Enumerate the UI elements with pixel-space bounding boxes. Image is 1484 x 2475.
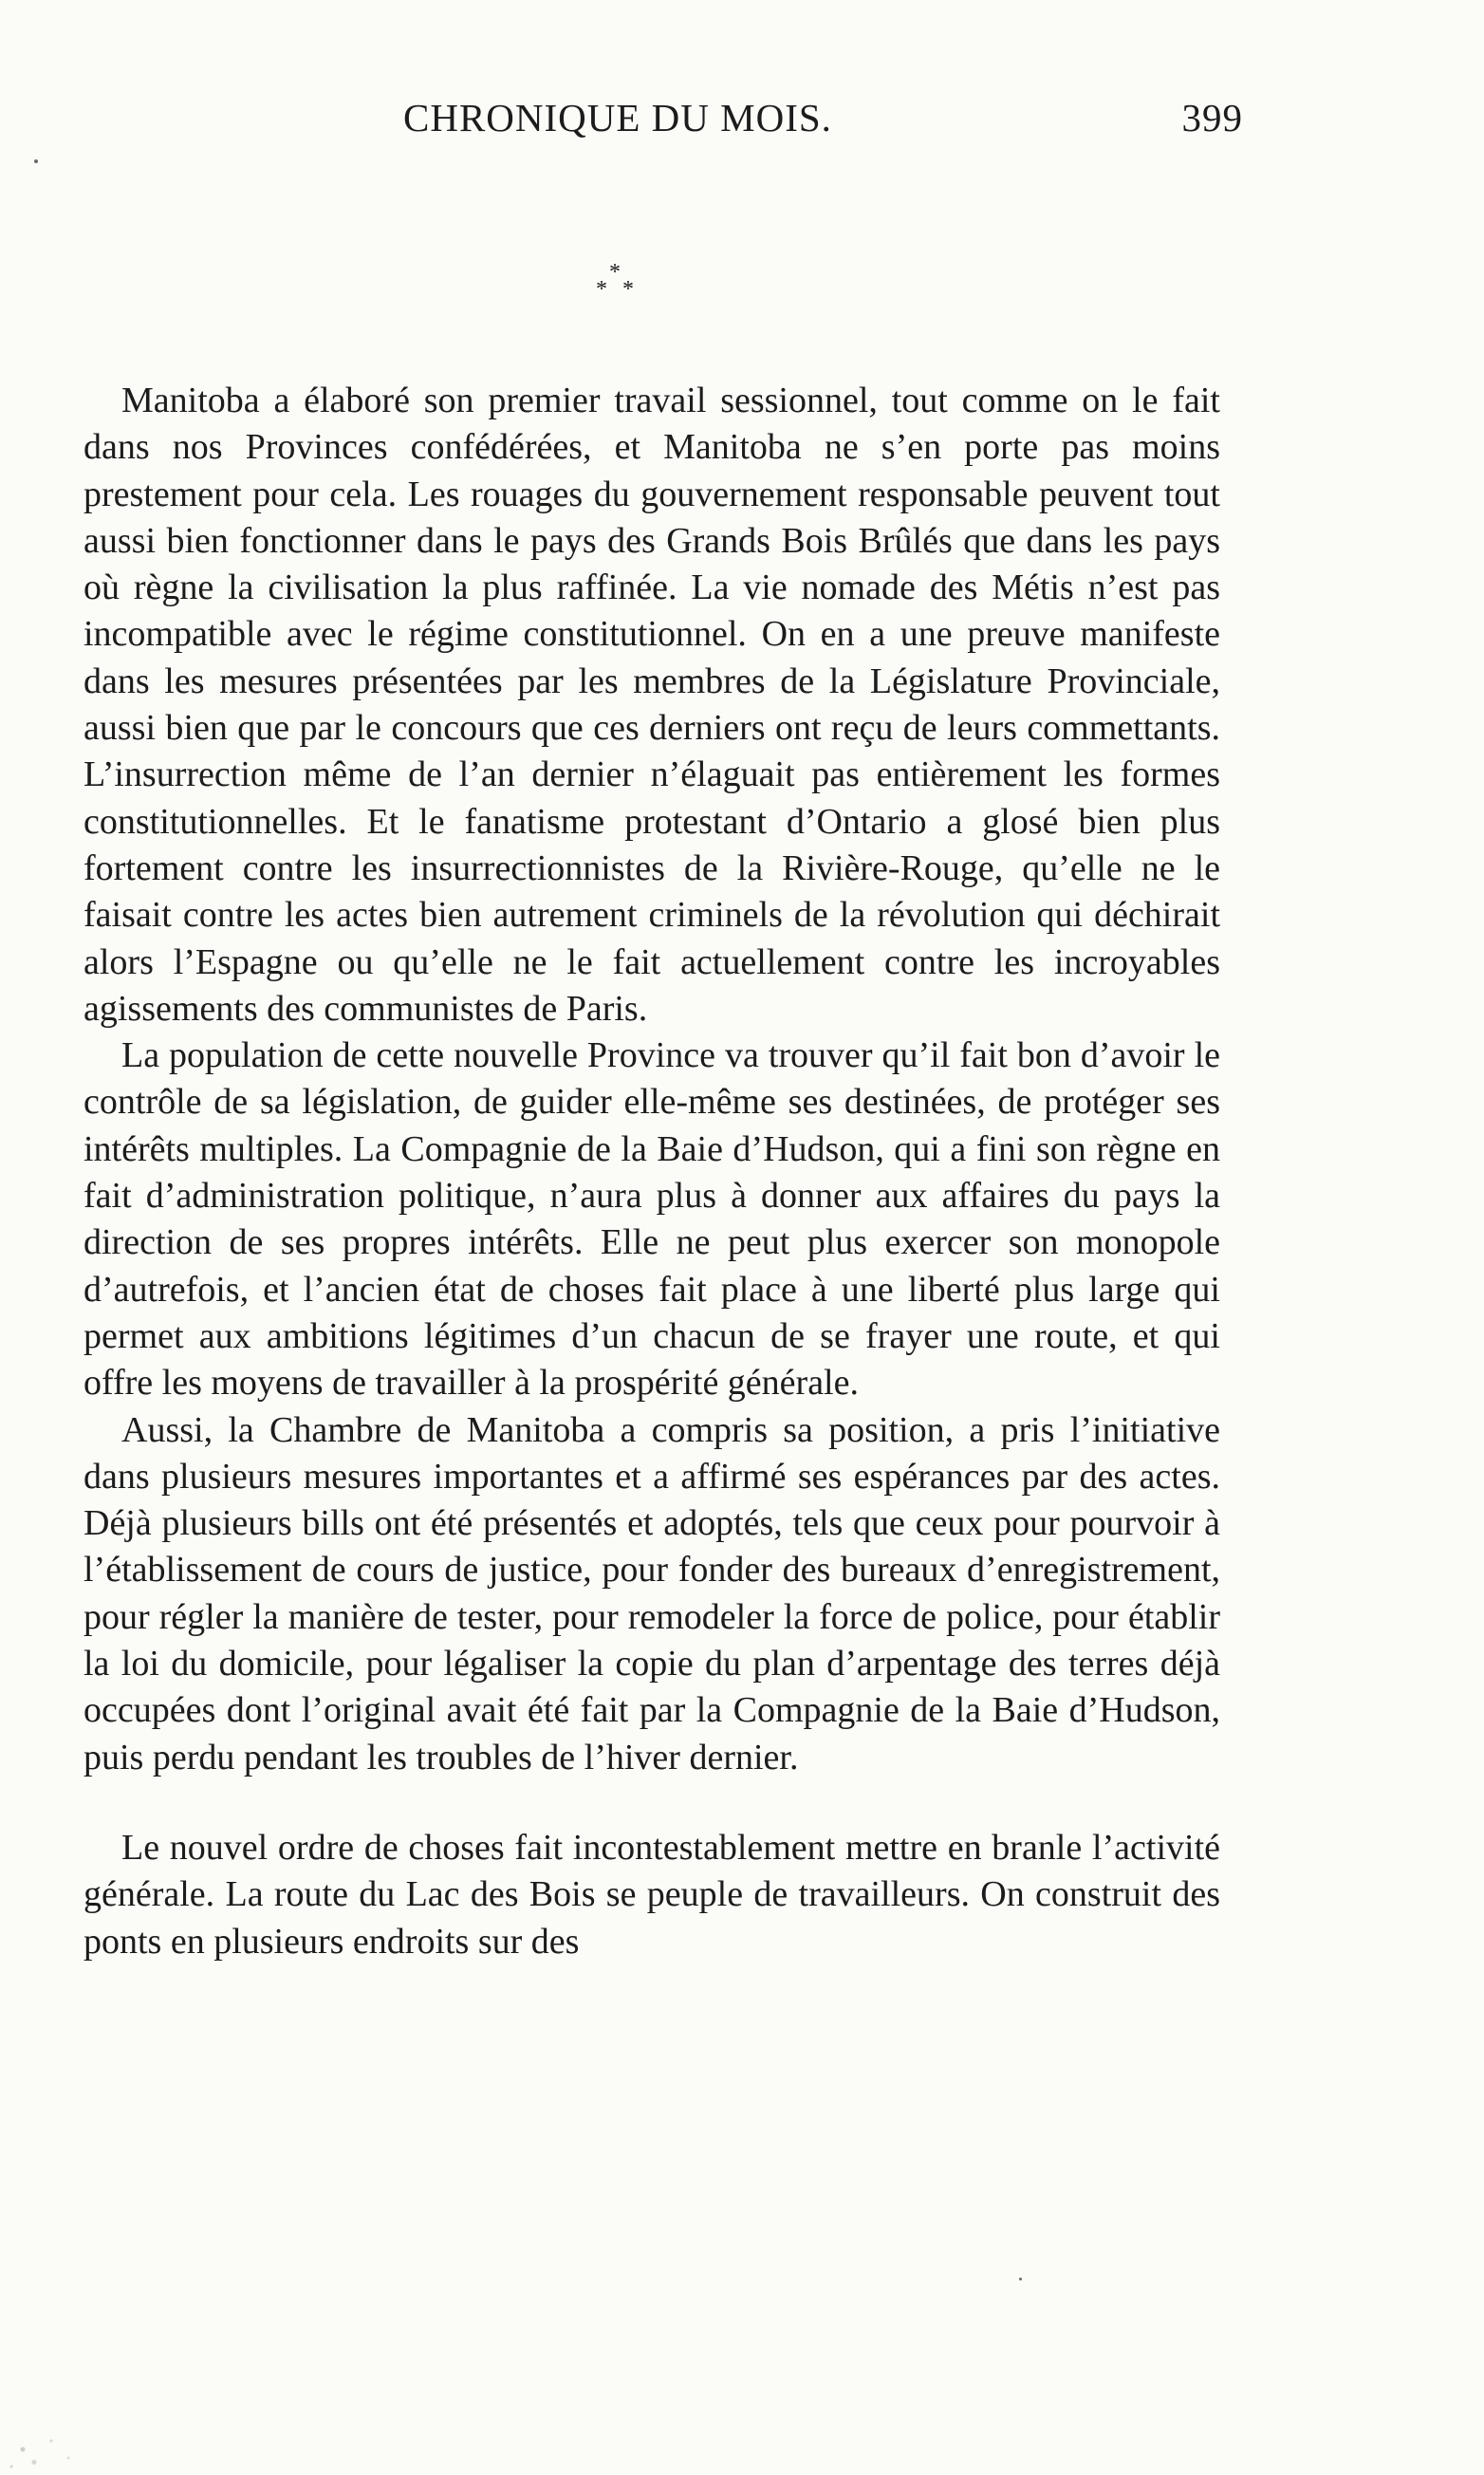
chronicle-text [83, 378, 1220, 1965]
paragraph-nouvel-ordre: Le nouvel ordre de choses fait incontestablement mettre en branle l’activité générale. La route du Lac des Bois se peuple de travailleurs. On construit des ponts en plusieurs endroits sur des [83, 1827, 1220, 1962]
asterism-star-right: * [622, 277, 634, 302]
paragraph-population: La population de cette nouvelle Province va trouver qu’il fait bon d’avoir le contrôle de sa législation, de guider elle-même ses destinées, de protéger ses intérêts multiples. La Compagnie de la Baie d’Hudson, qui a fini son règne en fait d’administration politique, n’aura plus à donner aux affaires du pays la direction de ses propres intérêts. Elle ne peut plus exercer son monopole d’autrefois, et l’ancien état de choses fait place à une liberté plus large qui permet aux ambitions légitimes d’un chacun de se frayer une route, et qui offre les moyens de travailler à la prospérité générale. [83, 1035, 1220, 1404]
paragraph-manitoba-session: Manitoba a élaboré son premier travail sessionnel, tout comme on le fait dans nos Provinces confédérées, et Manitoba ne s’en porte pas moins prestement pour cela. Les rouages du gouvernement responsable peuvent tout aussi bien fonctionner dans le pays des Grands Bois Brûlés que dans les pays où règne la civilisation la plus raffinée. La vie nomade des Métis n’est pas incompatible avec le régime constitutionnel. On en a une preuve manifeste dans les mesures présentées par les membres de la Législature Provinciale, aussi bien que par le concours que ces derniers ont reçu de leurs commettants. L’insurrection même de l’an dernier n’élaguait pas entièrement les formes constitutionnelles. Et le fanatisme protestant d’Ontario a glosé bien plus fortement contre les insurrectionnistes de la Rivière-Rouge, qu’elle ne le faisait contre les actes bien autrement criminels de la révolution qui déchirait alors l’Espagne ou qu’elle ne le fait actuellement contre les incroyables agissements des communistes de Paris. [83, 381, 1220, 1029]
page-number: 399 [1181, 96, 1243, 140]
asterism-star-left: * [596, 277, 607, 302]
page-header [95, 95, 1243, 152]
asterism-ornament [588, 261, 645, 318]
page-edge-noise [0, 2390, 114, 2475]
running-title: CHRONIQUE DU MOIS. [403, 96, 832, 140]
paragraph-chambre: Aussi, la Chambre de Manitoba a compris sa position, a pris l’initiative dans plusieurs mesures importantes et a affirmé ses espérances par des actes. Déjà plusieurs bills ont été présentés et adoptés, tels que ceux pour pourvoir à l’établissement de cours de justice, pour fonder des bureaux d’enregistrement, pour régler la manière de tester, pour remodeler la force de police, pour établir la loi du domicile, pour légaliser la copie du plan d’arpentage des terres déjà occupées dont l’original avait été fait par la Compagnie de la Baie d’Hudson, puis perdu pendant les troubles de l’hiver dernier. [83, 1409, 1220, 1777]
ink-speck [34, 159, 38, 163]
asterism-star-top: * [609, 260, 621, 285]
ink-speck [1019, 2278, 1022, 2280]
